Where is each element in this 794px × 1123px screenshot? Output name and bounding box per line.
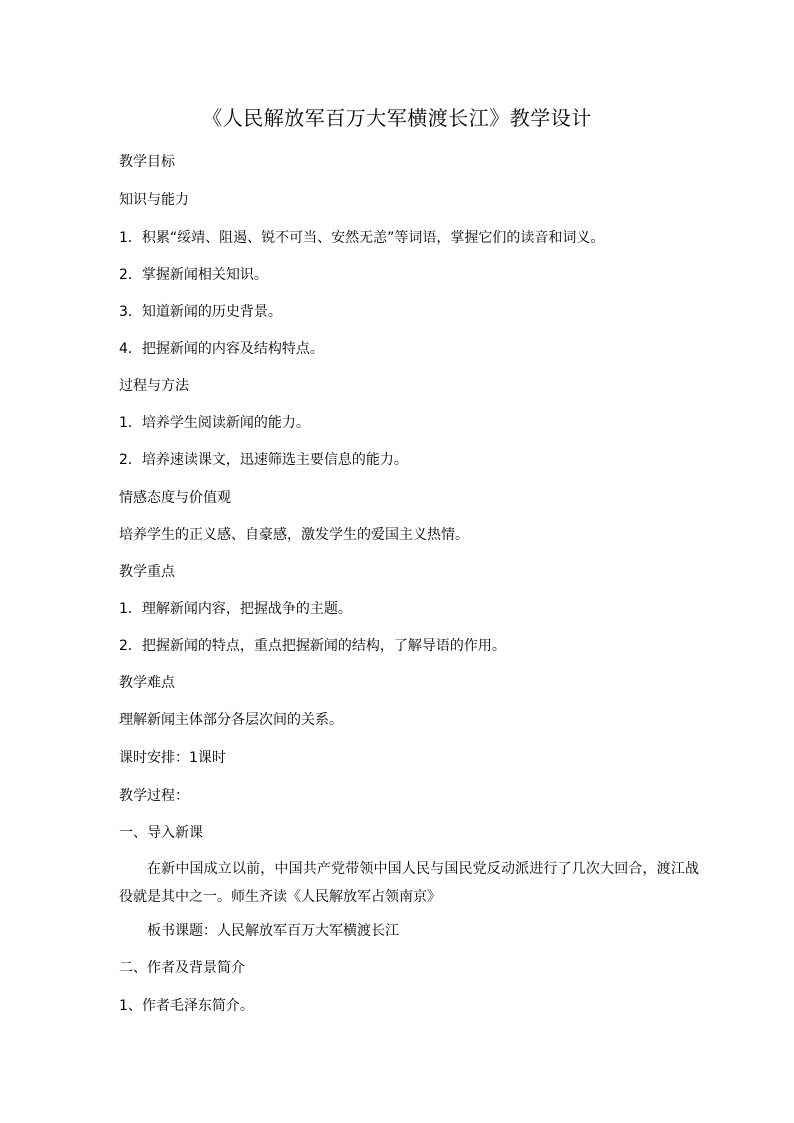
document-title: 《人民解放军百万大军横渡长江》教学设计: [202, 106, 592, 130]
section-one-heading: 一、导入新课: [119, 825, 203, 841]
key-point-1: 1．理解新闻内容，把握战争的主题。: [119, 601, 352, 617]
method-item-1: 1．培养学生阅读新闻的能力。: [119, 415, 310, 431]
author-intro: 1、作者毛泽东简介。: [119, 998, 254, 1014]
section-two-heading: 二、作者及背景简介: [119, 960, 245, 976]
goal-item-3: 3．知道新闻的历史背景。: [119, 304, 282, 320]
emotion-text: 培养学生的正义感、自豪感，激发学生的爱国主义热情。: [119, 527, 469, 543]
difficulty-text: 理解新闻主体部分各层次间的关系。: [119, 712, 343, 728]
class-hours: 课时安排：1课时: [119, 750, 226, 766]
subheading-process-method: 过程与方法: [119, 378, 189, 394]
heading-key-points: 教学重点: [119, 564, 175, 580]
heading-teaching-process: 教学过程：: [119, 788, 189, 804]
heading-difficulties: 教学难点: [119, 675, 175, 691]
goal-item-1: 1．积累“绥靖、阻遏、锐不可当、安然无恙”等词语，掌握它们的读音和词义。: [119, 230, 605, 246]
goal-item-4: 4．把握新闻的内容及结构特点。: [119, 341, 324, 357]
board-title: 板书课题：人民解放军百万大军横渡长江: [147, 923, 399, 939]
goal-item-2: 2．掌握新闻相关知识。: [119, 267, 268, 283]
method-item-2: 2．培养速读课文，迅速筛选主要信息的能力。: [119, 452, 408, 468]
subheading-emotion-values: 情感态度与价值观: [119, 490, 231, 506]
subheading-knowledge-ability: 知识与能力: [119, 192, 189, 208]
key-point-2: 2．把握新闻的特点，重点把握新闻的结构，了解导语的作用。: [119, 638, 506, 654]
intro-paragraph: 在新中国成立以前，中国共产党带领中国人民与国民党反动派进行了几次大回合，渡江战役就是其中之一。师生齐读《人民解放军占领南京》: [119, 861, 699, 905]
heading-teaching-goals: 教学目标: [119, 154, 175, 170]
